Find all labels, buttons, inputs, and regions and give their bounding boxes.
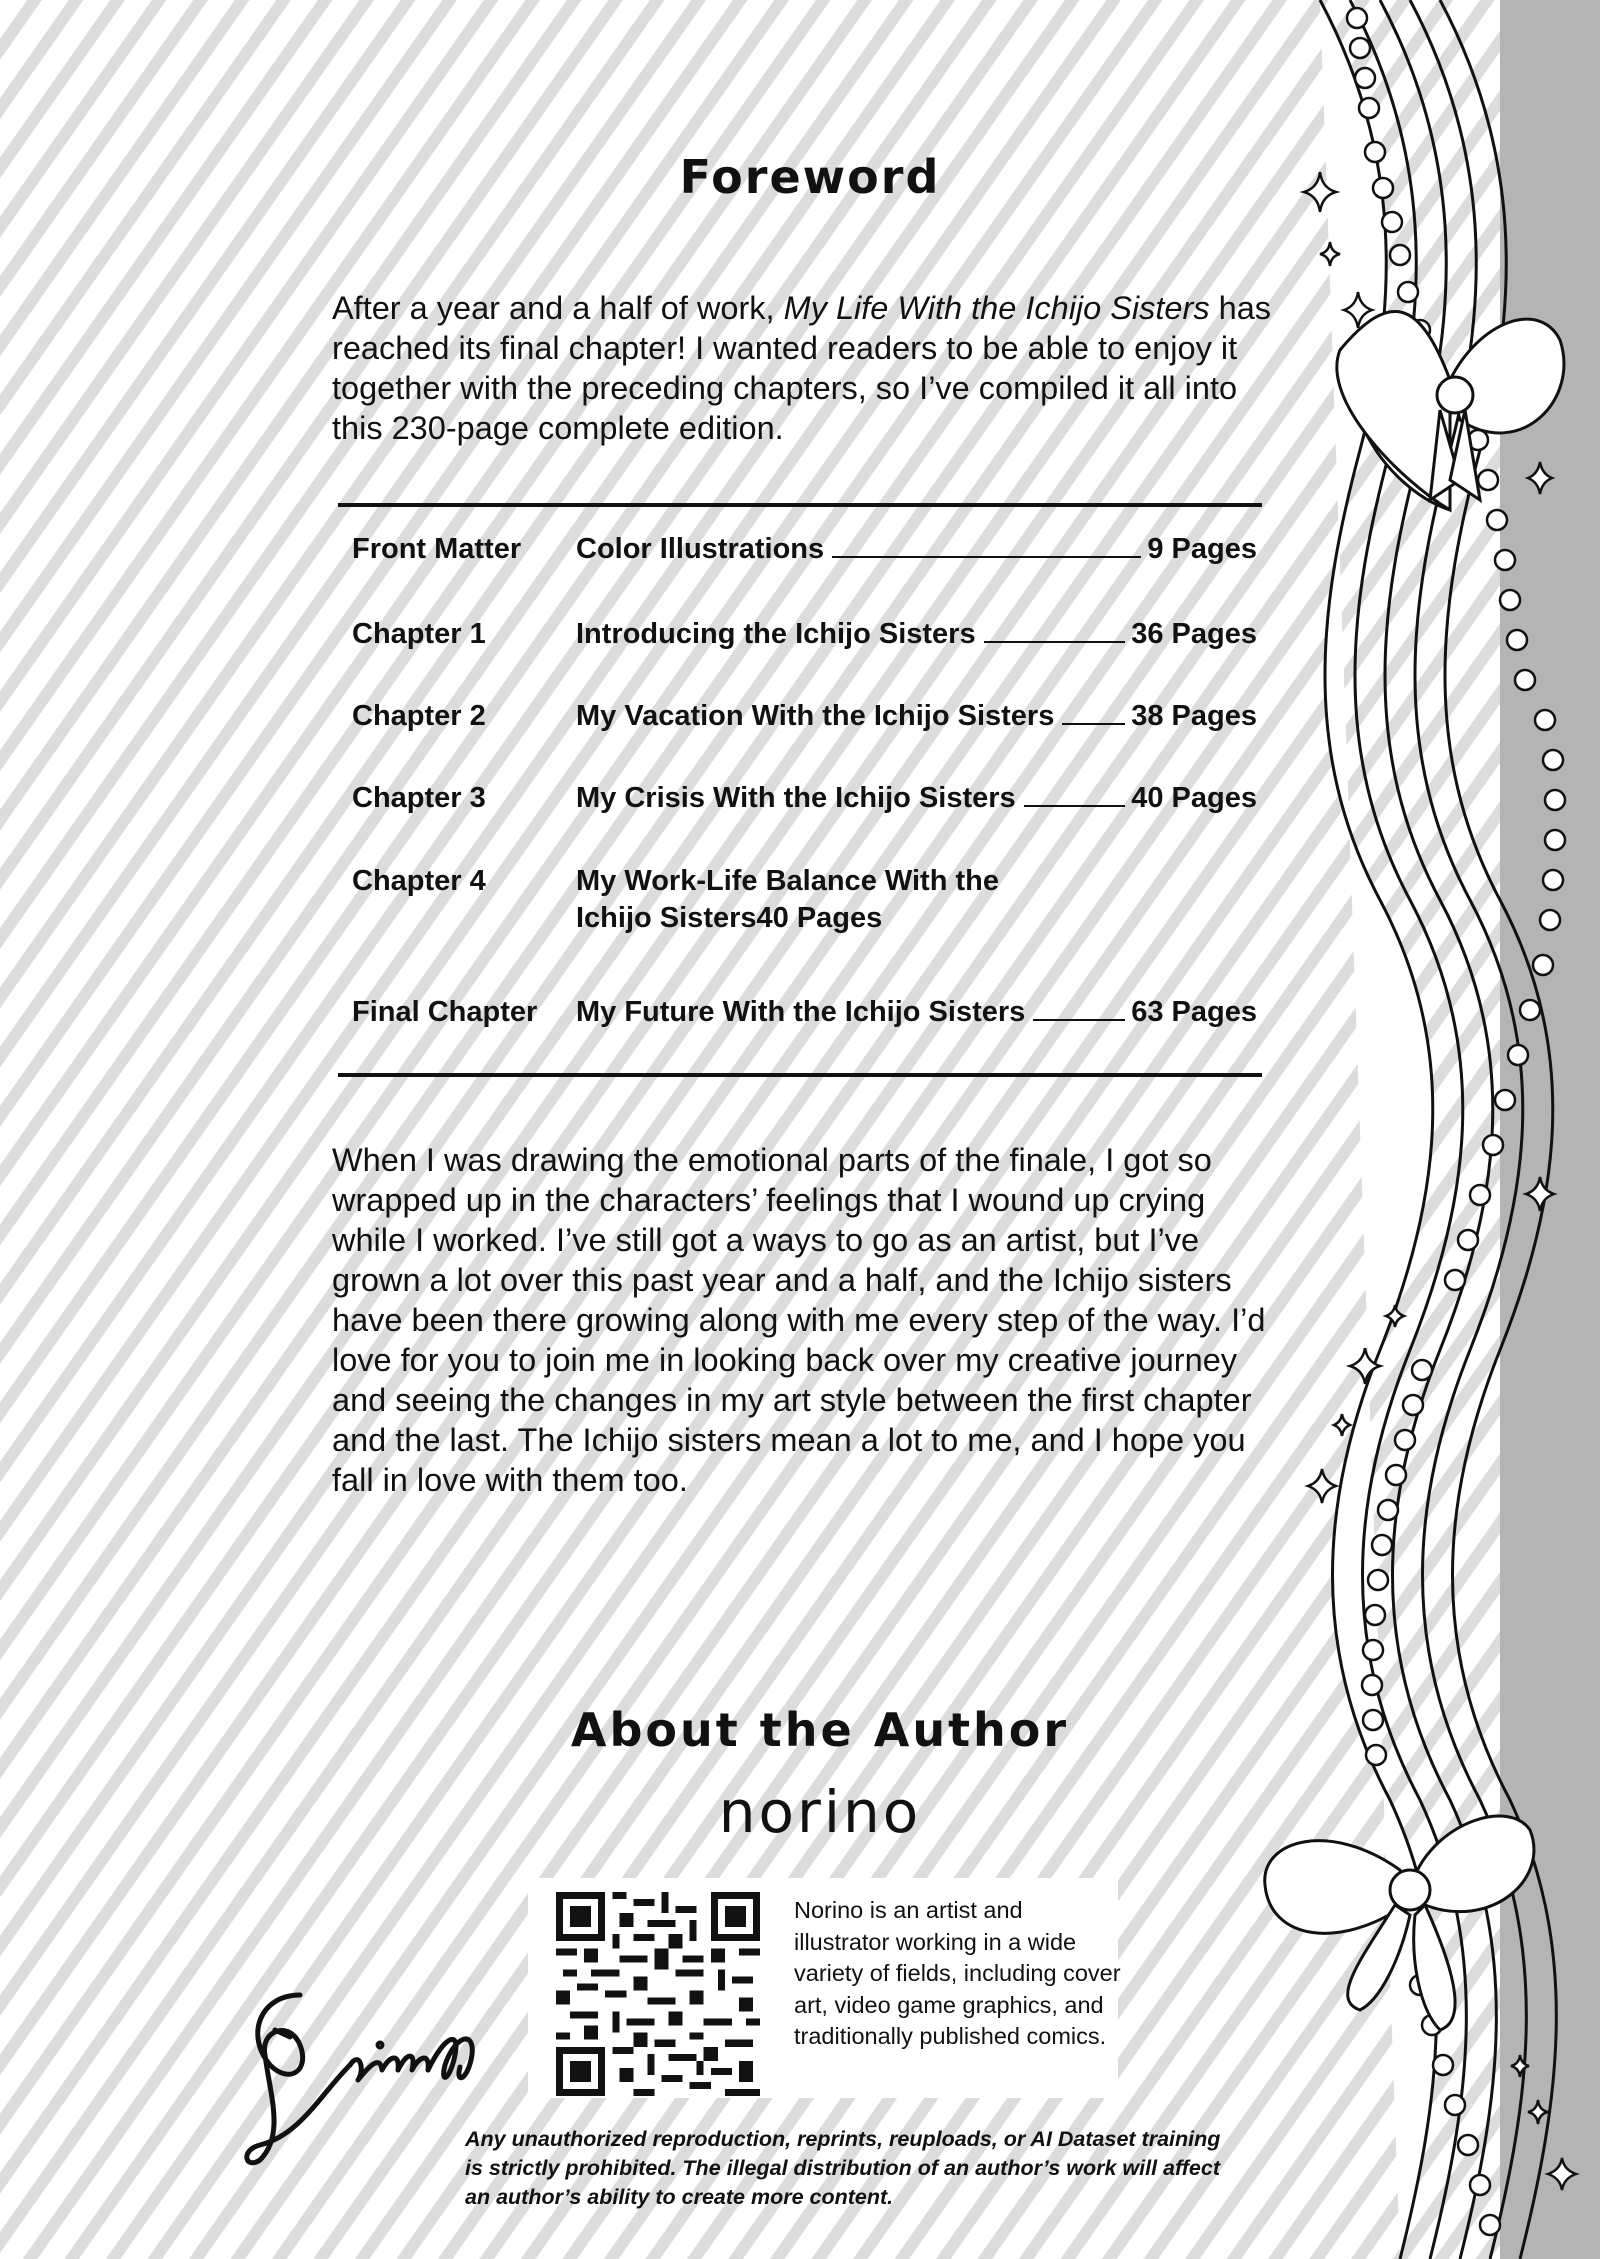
toc-pages: 36 Pages (1131, 618, 1257, 650)
toc-pages: 40 Pages (1131, 782, 1257, 814)
toc-pages: 38 Pages (1131, 700, 1257, 732)
toc-title: Color Illustrations (576, 533, 825, 565)
toc-bottom-rule (338, 1073, 1262, 1077)
toc-leader (1024, 805, 1126, 807)
toc-leader (984, 641, 1126, 643)
toc-chapter: Final Chapter (352, 996, 538, 1028)
toc-chapter: Front Matter (352, 533, 522, 565)
toc-pages: 9 Pages (1147, 533, 1257, 565)
toc-title: My Future With the Ichijo Sisters (576, 996, 1026, 1028)
toc-pages: 40 Pages (756, 902, 883, 934)
bow-icon (1265, 1816, 1534, 2030)
toc-title-line2: Ichijo Sisters (576, 902, 757, 934)
intro-text-end: has reached its final chapter! I wanted readers to be able to enjoy it together with the preceding chapters, so I’ve compiled it all into this 230-page complete edition. (332, 290, 1272, 446)
toc-pages: 63 Pages (1131, 996, 1257, 1028)
foreword-intro (332, 288, 1282, 448)
toc-chapter: Chapter 2 (352, 700, 486, 732)
about-author-heading: About the Author (570, 1703, 1070, 1757)
copyright-disclaimer: Any unauthorized reproduction, reprints, reuploads, or AI Dataset training is strictly prohibited. The illegal distribution of an author’s work will affect an author’s ability to create more content. (465, 2127, 1221, 2209)
toc-title-line1: My Work-Life Balance With the (576, 865, 999, 897)
series-title: My Life With the Ichijo Sisters (783, 290, 1210, 326)
intro-text-start: After a year and a half of work, (332, 290, 784, 326)
toc-leader (1062, 723, 1125, 725)
toc-chapter: Chapter 1 (352, 618, 486, 650)
qr-code-icon (556, 1892, 760, 2096)
toc-title: Introducing the Ichijo Sisters (576, 618, 976, 650)
toc-title: My Vacation With the Ichijo Sisters (576, 700, 1055, 732)
toc-top-rule (338, 503, 1262, 507)
right-border-panel (1500, 0, 1600, 2259)
foreword-title: Foreword (679, 150, 941, 204)
author-bio: Norino is an artist and illustrator working in a wide variety of fields, including cover art, video game graphics, and traditionally published comics. (794, 1897, 1121, 2049)
foreword-closing: When I was drawing the emotional parts of the finale, I got so wrapped up in the characters’ feelings that I wound up crying while I worked. I’ve still got a ways to go as an artist, but I’ve grown a lot over this past year and a half, and the Ichijo sisters have been there growing along with me every step of the way. I’d love for you to join me in looking back over my creative journey and seeing the changes in my art style between the first chapter and the last. The Ichijo sisters mean a lot to me, and I hope you fall in love with them too. (332, 1142, 1266, 1498)
toc-leader (832, 556, 1141, 558)
toc-chapter: Chapter 3 (352, 782, 486, 814)
toc-title: My Crisis With the Ichijo Sisters (576, 782, 1016, 814)
toc-leader (1033, 1019, 1125, 1021)
author-name: norino (718, 1778, 922, 1846)
toc-chapter: Chapter 4 (352, 865, 486, 897)
